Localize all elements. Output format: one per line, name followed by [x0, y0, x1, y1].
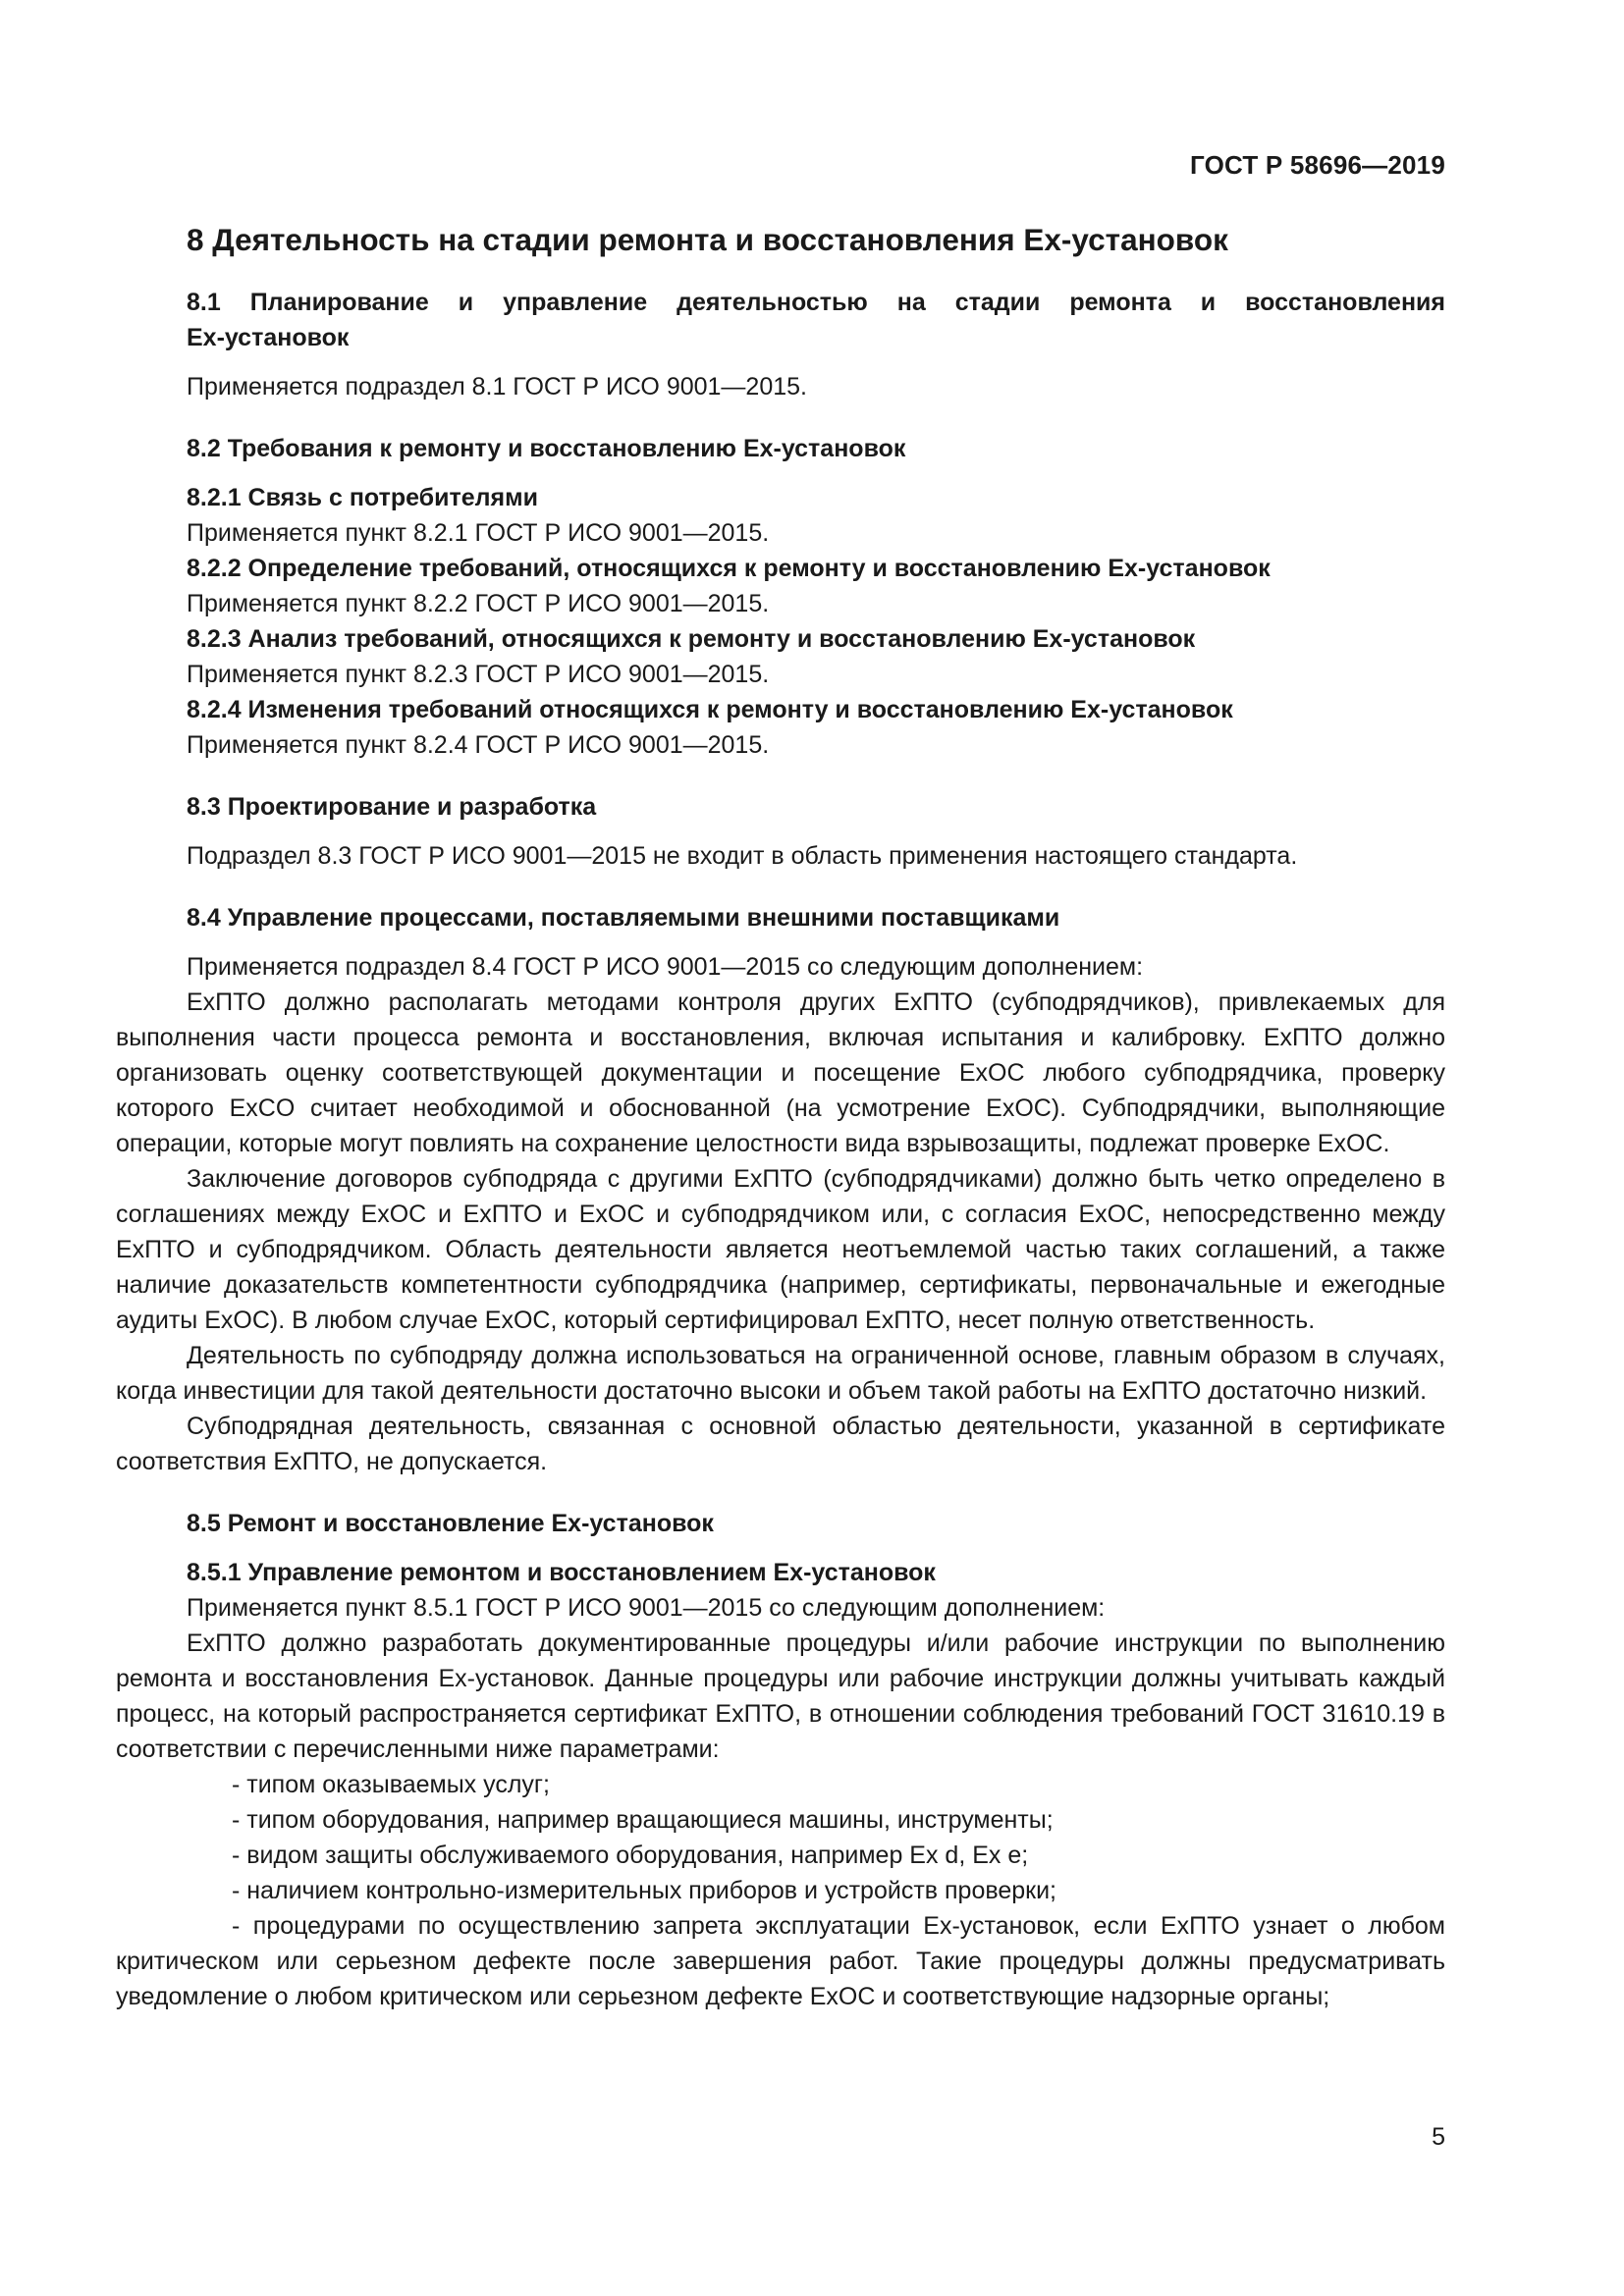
subsection-8-2-title: 8.2 Требования к ремонту и восстановлению Ex-установок: [187, 434, 906, 462]
list-item: - процедурами по осуществлению запрета эксплуатации Ex-установок, если ExПТО узнает о любом критическом или серьезном дефекте после завершения работ. Такие процедуры должны предусматривать уведомление о любом критическом или серьезном дефекте ExOC и соответствующие надзорные органы;: [116, 1911, 1445, 2010]
item-8-2-4-text: Применяется пункт 8.2.4 ГОСТ Р ИСО 9001—2015.: [187, 730, 770, 759]
subsection-8-1-text: Применяется подраздел 8.1 ГОСТ Р ИСО 9001—2015.: [187, 372, 807, 400]
subsection-8-3-text: Подраздел 8.3 ГОСТ Р ИСО 9001—2015 не входит в область применения настоящего стандарта.: [187, 841, 1298, 870]
paragraph: Субподрядная деятельность, связанная с основной областью деятельности, указанной в сертификате соответствия ExПТО, не допускается.: [116, 1412, 1445, 1475]
subsection-8-1-title-line2: Ex-установок: [187, 323, 350, 351]
subsection-8-2-items: [187, 480, 1445, 763]
subsection-8-5-intro: Применяется пункт 8.5.1 ГОСТ Р ИСО 9001—2015 со следующим дополнением:: [187, 1593, 1106, 1622]
item-8-2-2-head: 8.2.2 Определение требований, относящихся к ремонту и восстановлению Ex-установок: [187, 554, 1271, 582]
subsection-8-4-body: [116, 949, 1445, 1479]
section-title: 8 Деятельность на стадии ремонта и восстановления Ex-установок: [187, 222, 1228, 257]
subsection-8-4-title: 8.4 Управление процессами, поставляемыми внешними поставщиками: [187, 903, 1060, 932]
item-8-2-3-text: Применяется пункт 8.2.3 ГОСТ Р ИСО 9001—2015.: [187, 660, 770, 688]
subsection-8-4-intro: Применяется подраздел 8.4 ГОСТ Р ИСО 9001—2015 со следующим дополнением:: [187, 952, 1144, 981]
paragraph: ExПТО должно разработать документированные процедуры и/или рабочие инструкции по выполнению ремонта и восстановления Ex-установок. Данные процедуры или рабочие инструкции должны учитывать каждый процесс, на который распространяется сертификат ExПТО, в отношении соблюдения требований ГОСТ 31610.19 в соответствии с перечисленными ниже параметрами:: [116, 1629, 1445, 1763]
subsection-8-5-title: 8.5 Ремонт и восстановление Ex-установок: [187, 1509, 714, 1537]
item-8-2-4-head: 8.2.4 Изменения требований относящихся к ремонту и восстановлению Ex-установок: [187, 695, 1233, 723]
subsection-8-5-body: [116, 1590, 1445, 2014]
subsection-8-3-title: 8.3 Проектирование и разработка: [187, 792, 597, 821]
document-code: ГОСТ Р 58696—2019: [1190, 150, 1445, 180]
item-8-2-2-text: Применяется пункт 8.2.2 ГОСТ Р ИСО 9001—2015.: [187, 589, 770, 617]
list-item: - наличием контрольно-измерительных приборов и устройств проверки;: [232, 1876, 1057, 1904]
page-content: [116, 222, 1445, 2014]
page-number: 5: [1432, 2123, 1445, 2151]
item-8-2-1-head: 8.2.1 Связь с потребителями: [187, 483, 538, 511]
list-item: - видом защиты обслуживаемого оборудования, например Ex d, Ex e;: [232, 1841, 1029, 1869]
item-8-2-1-text: Применяется пункт 8.2.1 ГОСТ Р ИСО 9001—2015.: [187, 518, 770, 547]
list-item: - типом оборудования, например вращающиеся машины, инструменты;: [232, 1805, 1054, 1834]
paragraph: Заключение договоров субподряда с другими ExПТО (субподрядчиками) должно быть четко определено в соглашениях между ExOC и ExПТО и ExOC и субподрядчиком или, с согласия ExOC, непосредственно между ExПТО и субподрядчиком. Область деятельности является неотъемлемой частью таких соглашений, а также наличие доказательств компетентности субподрядчика (например, сертификаты, первоначальные и ежегодные аудиты ExOC). В любом случае ExOC, который сертифицировал ExПТО, несет полную ответственность.: [116, 1164, 1445, 1334]
item-8-2-3-head: 8.2.3 Анализ требований, относящихся к ремонту и восстановлению Ex-установок: [187, 624, 1196, 653]
subsection-8-1-title-line1: 8.1 Планирование и управление деятельностью на стадии ремонта и восстановления: [187, 288, 1445, 316]
paragraph: ExПТО должно располагать методами контроля других ExПТО (субподрядчиков), привлекаемых для выполнения части процесса ремонта и восстановления, включая испытания и калибровку. ExПТО должно организовать оценку соответствующей документации и посещение ExOC любого субподрядчика, проверку которого ExCO считает необходимой и обоснованной (на усмотрение ExOC). Субподрядчики, выполняющие операции, которые могут повлиять на сохранение целостности вида взрывозащиты, подлежат проверке ExOC.: [116, 988, 1445, 1157]
list-item: - типом оказываемых услуг;: [232, 1770, 550, 1798]
paragraph: Деятельность по субподряду должна использоваться на ограниченной основе, главным образом в случаях, когда инвестиции для такой деятельности достаточно высоки и объем такой работы на ExПТО достаточно низкий.: [116, 1341, 1445, 1405]
item-8-5-1-head: 8.5.1 Управление ремонтом и восстановлением Ex-установок: [187, 1558, 936, 1586]
